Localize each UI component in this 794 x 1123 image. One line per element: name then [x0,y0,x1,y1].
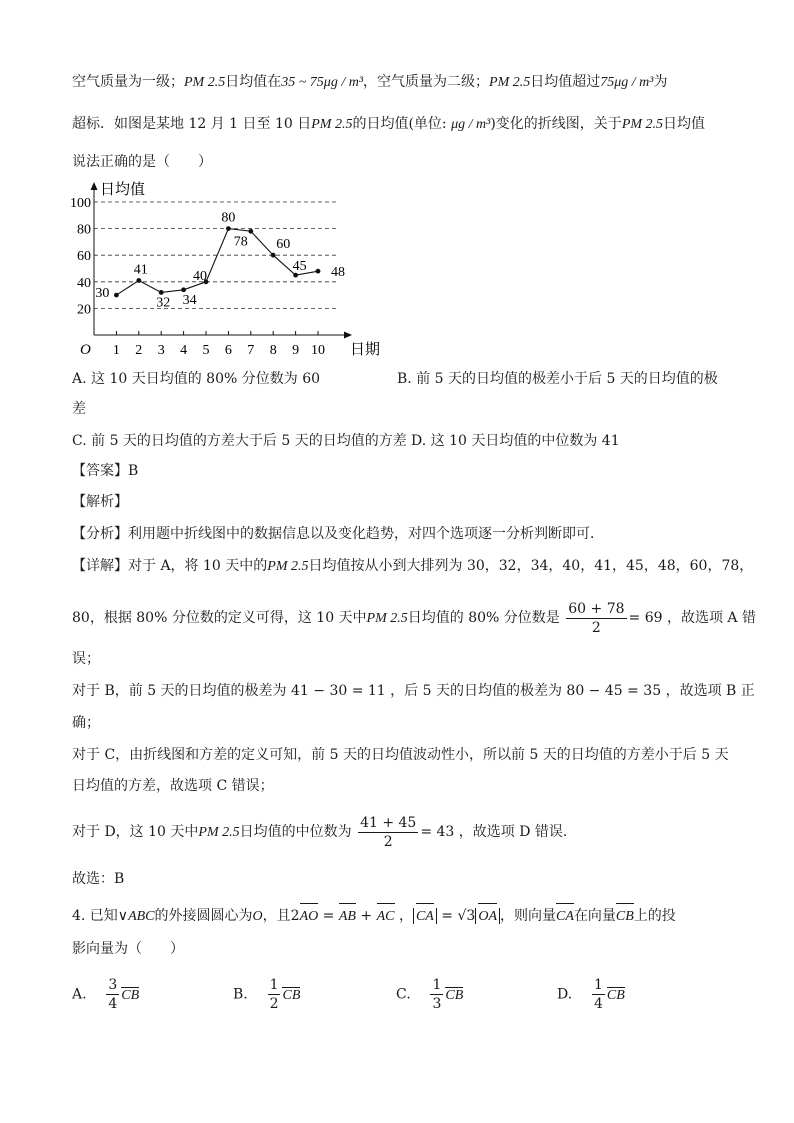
y-tick-label-60: 60 [77,249,91,265]
x-tick-label-6: 6 [224,343,232,358]
q3-stem-line-3: 说法正确的是（ ） [72,154,212,170]
x-tick-label-7: 7 [247,343,255,358]
y-axis-arrow [91,182,98,190]
q3-stem-line-1: 空气质量为一级；PM 2.5日均值在35 ~ 75μg / m³，空气质量为二级；PM 2.5日均值超过75μg / m³为 [72,74,668,90]
value-label-day-2: 41 [133,262,148,278]
conclusion: 故选：B [72,871,125,887]
x-axis-arrow [344,332,352,339]
x-tick-label-8: 8 [269,343,277,358]
detail-a-line-2: 80，根据 80% 分位数的定义可得，这 10 天中PM 2.5日均值的 80% 分位数是 $\frac{60 + 78}{2}$ = 69 ，故选项 A 错 [72,600,756,636]
q4-option-c: C. $\frac{1}{3}$ CB [396,977,464,1012]
vector-ao: AO [300,904,319,930]
q4-option-d: D. $\frac{1}{4}$ CB [557,977,625,1012]
q4-stem-line-2: 影向量为（ ） [72,941,184,957]
x-tick-label-2: 2 [135,343,143,358]
detail-a-line-1: 【详解】对于 A，将 10 天中的PM 2.5日均值按从小到大排列为 30，32，34，40，41，45，48，60，78， [72,558,754,574]
pm25-line-chart [70,178,381,358]
fraction-60-78: $\frac{60 + 78}{2}$ [568,600,625,636]
value-label-day-4: 34 [182,292,197,308]
vector-cb: CB [616,904,634,930]
x-axis-title: 日期 [350,342,381,358]
detail-b-line-1: 对于 B，前 5 天的日均值的极差为 41 − 30 = 11 ，后 5 天的日均值的极差为 80 − 45 = 35 ，故选项 B 正 [72,683,755,699]
q3-option-c: C. 前 5 天的日均值的方差大于后 5 天的日均值的方差 [72,433,407,449]
q4-option-b: B. $\frac{1}{2}$ CB [233,977,301,1012]
detail-b-line-2: 确； [72,715,100,731]
data-point-day-7 [248,229,253,234]
x-tick-label-9: 9 [292,343,300,358]
analysis-label: 【解析】 [72,494,128,510]
vector-ac: AC [377,904,395,930]
data-point-day-8 [271,253,276,258]
abs-oa: OA [475,908,500,924]
data-point-day-2 [136,278,141,283]
detail-d-line: 对于 D，这 10 天中PM 2.5日均值的中位数为 $\frac{41 + 45}{2}$ = 43 ，故选项 D 错误． [72,814,577,850]
vector-ca: CA [556,904,574,930]
value-label-day-1: 30 [95,286,110,302]
x-tick-label-4: 4 [180,343,188,358]
x-tick-label-1: 1 [112,343,120,358]
value-label-day-5: 40 [193,268,207,284]
q4-option-a: A. $\frac{3}{4}$ CB [72,977,140,1012]
value-label-day-9: 45 [292,259,307,275]
fenxi-line: 【分析】利用题中折线图中的数据信息以及变化趋势，对四个选项逐一分析判断即可． [72,526,604,542]
chart-grid [94,202,338,311]
origin-label: O [80,342,91,358]
data-point-day-1 [114,293,119,298]
value-label-day-10: 48 [331,265,345,281]
y-tick-label-100: 100 [70,196,91,211]
abs-ca: CA [413,908,437,924]
y-axis-title: 日均值 [100,182,146,198]
chart-axes [91,182,353,339]
data-point-day-10 [316,269,321,274]
data-point-day-4 [181,287,186,292]
detail-a-line-3: 误； [72,651,100,667]
data-point-day-3 [159,290,164,295]
vector-ab: AB [339,904,356,930]
q3-option-a: A. 这 10 天日均值的 80% 分位数为 60 [72,371,321,387]
answer-label: 【答案】 [72,463,128,479]
x-tick-label-5: 5 [202,343,210,358]
answer-value: B [128,463,139,479]
q3-option-d: D. 这 10 天日均值的中位数为 41 [411,433,620,449]
detail-c-line-1: 对于 C，由折线图和方差的定义可知，前 5 天的日均值波动性小，所以前 5 天的日均值的方差小于后 5 天 [72,747,729,763]
detail-c-line-2: 日均值的方差，故选项 C 错误； [72,778,274,794]
value-label-day-8: 60 [276,237,291,253]
value-label-day-7: 78 [233,234,248,250]
answer-line [72,461,722,481]
q3-option-b-cont: 差 [72,401,86,417]
data-point-day-6 [226,226,231,231]
x-tick-label-10: 10 [311,343,325,358]
y-tick-label-20: 20 [77,302,91,318]
value-label-day-3: 32 [156,295,171,311]
q4-stem-line-1: 4. 已知∨ABC的外接圆圆心为O，且2AO = AB + AC ， CA = √3 OA ，则向量CA在向量CB上的投 [72,903,722,930]
fraction-41-45: $\frac{41 + 45}{2}$ [360,814,417,850]
y-tick-label-40: 40 [77,275,91,291]
y-tick-label-80: 80 [77,222,91,238]
x-tick-label-3: 3 [157,343,165,358]
q3-option-b: B. 前 5 天的日均值的极差小于后 5 天的日均值的极 [397,371,718,387]
q3-stem-line-2: 超标．如图是某地 12 月 1 日至 10 日PM 2.5的日均值(单位: μg / m³)变化的折线图，关于PM 2.5日均值 [72,116,706,132]
value-label-day-6: 80 [221,210,236,226]
